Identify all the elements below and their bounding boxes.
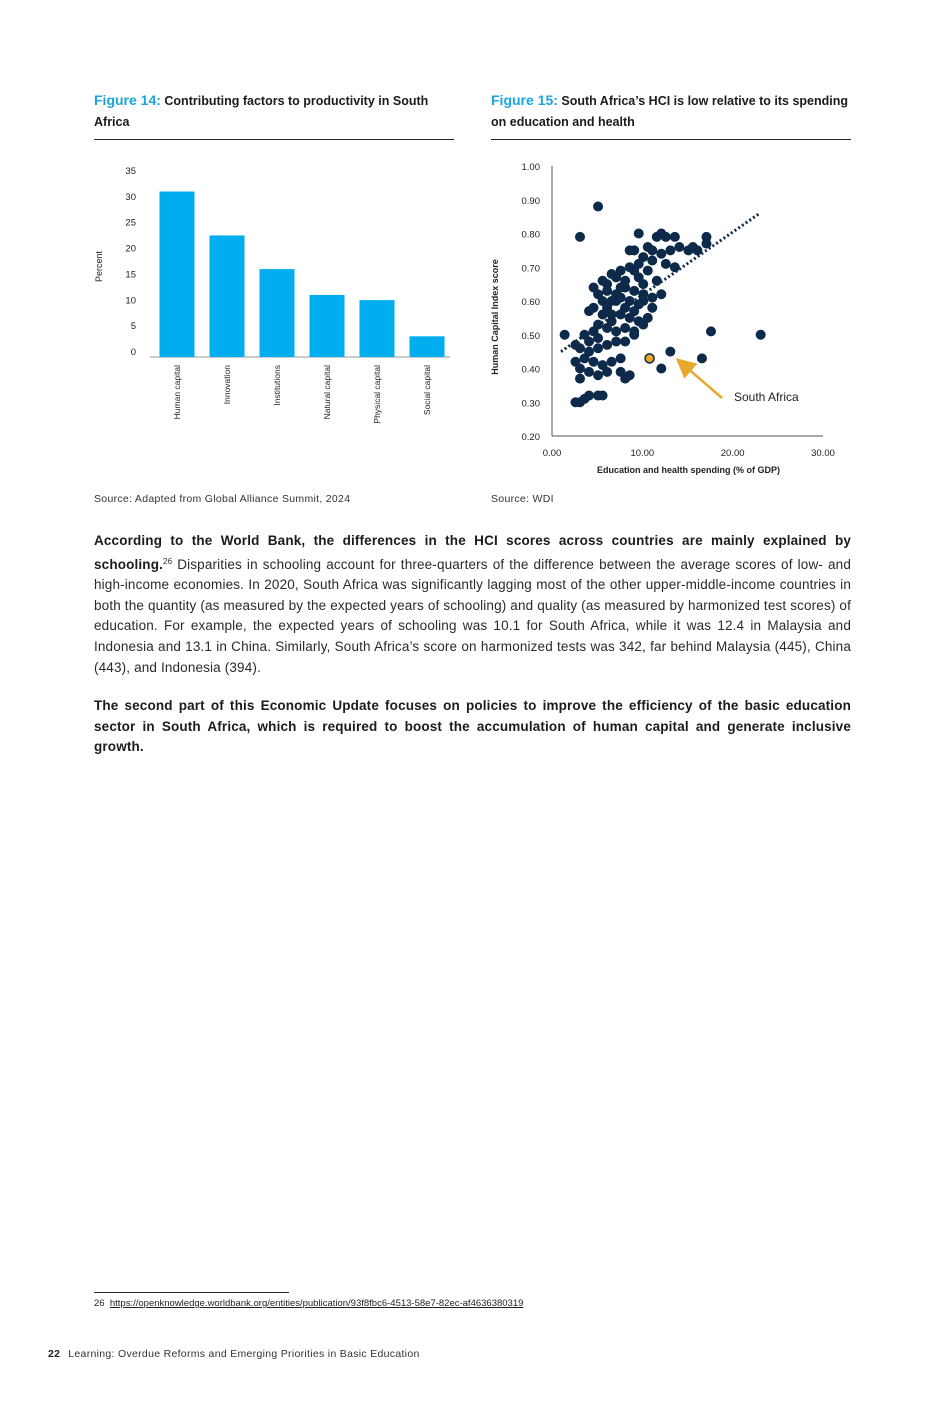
paragraph-2-text: The second part of this Economic Update focuses on policies to improve the efficiency of the basic education sector in South Africa, which is required to boost the accumulation of human capital and generate inclusive growth. bbox=[94, 698, 851, 755]
data-point bbox=[647, 293, 657, 303]
page-number: 22 bbox=[48, 1348, 61, 1360]
y-tick-label: 30 bbox=[125, 191, 136, 203]
data-point bbox=[665, 347, 675, 357]
data-point bbox=[665, 245, 675, 255]
x-category-label: Institutions bbox=[272, 365, 282, 406]
x-tick-label: 20.00 bbox=[720, 448, 745, 459]
data-point bbox=[580, 394, 590, 404]
y-tick-label: 20 bbox=[125, 243, 136, 255]
data-point bbox=[598, 296, 608, 306]
data-point bbox=[629, 286, 639, 296]
data-point bbox=[756, 330, 766, 340]
data-point bbox=[593, 202, 603, 212]
data-point bbox=[593, 343, 603, 353]
y-tick-label: 0.60 bbox=[521, 297, 540, 308]
data-point bbox=[620, 323, 630, 333]
y-tick-label: 0 bbox=[130, 347, 136, 358]
bar-4 bbox=[360, 300, 395, 357]
x-tick-label: 30.00 bbox=[811, 448, 835, 459]
data-point bbox=[611, 326, 621, 336]
paragraph-hci-schooling bbox=[94, 531, 851, 678]
data-point bbox=[674, 242, 684, 252]
data-point bbox=[593, 333, 603, 343]
bar-1 bbox=[210, 235, 245, 357]
bar-2 bbox=[260, 269, 295, 357]
data-point bbox=[602, 286, 612, 296]
y-axis-label: Human Capital Index score bbox=[490, 259, 500, 375]
y-tick-label: 0.70 bbox=[521, 263, 540, 275]
data-point bbox=[575, 343, 585, 353]
y-tick-label: 0.40 bbox=[521, 364, 540, 376]
paragraph-1-lead: According to the World Bank, the differences in the HCI scores across countries are mainly explained by schooling. bbox=[94, 533, 851, 572]
data-point bbox=[656, 249, 666, 259]
annotation-label: South Africa bbox=[734, 390, 799, 404]
y-tick-label: 35 bbox=[125, 166, 136, 177]
data-point bbox=[688, 242, 698, 252]
data-point bbox=[638, 279, 648, 289]
data-point bbox=[560, 330, 570, 340]
y-tick-label: 25 bbox=[125, 217, 136, 229]
y-tick-label: 0.30 bbox=[521, 398, 540, 410]
data-point bbox=[629, 266, 639, 276]
bar-0 bbox=[160, 192, 195, 357]
figure-14-bar-chart bbox=[90, 150, 460, 450]
figure-14-title-text: Contributing factors to productivity in South Africa bbox=[94, 94, 429, 129]
data-point bbox=[697, 353, 707, 363]
data-point bbox=[598, 391, 608, 401]
data-point bbox=[629, 330, 639, 340]
data-point bbox=[584, 306, 594, 316]
data-point bbox=[647, 256, 657, 266]
x-category-label: Natural capital bbox=[322, 365, 332, 420]
x-category-label: Human capital bbox=[172, 365, 182, 420]
data-point bbox=[593, 370, 603, 380]
figure-15-title-text: South Africa’s HCI is low relative to its spending on education and health bbox=[491, 94, 849, 129]
data-point bbox=[616, 353, 626, 363]
data-point bbox=[584, 337, 594, 347]
figure-15-rule bbox=[491, 139, 851, 140]
data-point bbox=[656, 289, 666, 299]
page-footer bbox=[48, 1348, 420, 1360]
data-point bbox=[638, 320, 648, 330]
data-point bbox=[607, 310, 617, 320]
data-point bbox=[584, 367, 594, 377]
x-category-label: Innovation bbox=[222, 365, 232, 405]
figure-15-source: Source: WDI bbox=[491, 493, 554, 505]
data-point bbox=[656, 364, 666, 374]
x-category-label: Physical capital bbox=[372, 365, 382, 424]
data-point bbox=[647, 303, 657, 313]
data-point bbox=[643, 266, 653, 276]
data-point bbox=[611, 337, 621, 347]
data-point bbox=[611, 272, 621, 282]
y-tick-label: 1.00 bbox=[521, 162, 540, 173]
south-africa-point bbox=[645, 354, 654, 363]
figure-14-source: Source: Adapted from Global Alliance Summit, 2024 bbox=[94, 493, 351, 505]
data-point bbox=[616, 283, 626, 293]
footnote-26 bbox=[94, 1298, 523, 1309]
annotation-arrow bbox=[680, 361, 722, 398]
data-point bbox=[602, 340, 612, 350]
figure-15-title bbox=[491, 90, 856, 133]
data-point bbox=[575, 232, 585, 242]
y-tick-label: 0.80 bbox=[521, 229, 540, 241]
footnote-rule bbox=[94, 1292, 289, 1293]
data-point bbox=[602, 367, 612, 377]
data-point bbox=[706, 326, 716, 336]
data-point bbox=[670, 232, 680, 242]
data-point bbox=[647, 245, 657, 255]
x-tick-label: 10.00 bbox=[630, 448, 655, 459]
data-point bbox=[661, 259, 671, 269]
data-point bbox=[634, 229, 644, 239]
data-point bbox=[625, 313, 635, 323]
data-point bbox=[580, 353, 590, 363]
data-point bbox=[602, 323, 612, 333]
y-tick-label: 0.50 bbox=[521, 330, 540, 342]
data-point bbox=[575, 364, 585, 374]
y-tick-label: 15 bbox=[125, 269, 136, 281]
data-point bbox=[620, 337, 630, 347]
data-point bbox=[625, 245, 635, 255]
footnote-ref-26[interactable]: 26 bbox=[163, 556, 173, 566]
y-axis-label: Percent bbox=[94, 250, 104, 283]
y-tick-label: 5 bbox=[130, 321, 136, 333]
paragraph-second-part bbox=[94, 696, 851, 758]
y-tick-label: 0.20 bbox=[521, 432, 540, 443]
y-tick-label: 10 bbox=[125, 295, 136, 307]
figure-14-label: Figure 14: bbox=[94, 92, 161, 108]
figure-15-scatter-chart bbox=[486, 150, 866, 490]
data-point bbox=[589, 283, 599, 293]
footnote-number: 26 bbox=[94, 1298, 105, 1309]
x-category-label: Social capital bbox=[422, 365, 432, 416]
bar-5 bbox=[410, 336, 445, 357]
data-point bbox=[625, 370, 635, 380]
x-tick-label: 0.00 bbox=[542, 448, 562, 459]
data-point bbox=[611, 296, 621, 306]
data-point bbox=[607, 357, 617, 367]
data-point bbox=[575, 374, 585, 384]
data-point bbox=[589, 357, 599, 367]
figure-14-rule bbox=[94, 139, 454, 140]
y-tick-label: 0.90 bbox=[521, 195, 540, 207]
figure-14-title bbox=[94, 90, 456, 133]
footnote-link[interactable]: https://openknowledge.worldbank.org/entities/publication/93f8fbc6-4513-58e7-82ec-af4636380319 bbox=[109, 1298, 524, 1309]
paragraph-1-text: Disparities in schooling account for three-quarters of the difference between the average scores of low- and high-income economies. In 2020, South Africa was significantly lagging most of the other upper-middle-income countries in both the quantity (as measured by the expected years of schooling) and quality (as measured by harmonized test scores) of education. For example, the expected years of schooling was 10.1 for South Africa, while it was 12.4 in Malaysia and Indonesia and 13.1 in China. Similarly, South Africa’s score on harmonized tests was 342, far behind Malaysia (445), China (443), and Indonesia (394). bbox=[94, 556, 851, 675]
bar-3 bbox=[310, 295, 345, 357]
x-axis-label: Education and health spending (% of GDP) bbox=[596, 465, 781, 475]
figure-15-label: Figure 15: bbox=[491, 92, 558, 108]
data-point bbox=[661, 232, 671, 242]
footer-title: Learning: Overdue Reforms and Emerging Priorities in Basic Education bbox=[68, 1348, 420, 1360]
